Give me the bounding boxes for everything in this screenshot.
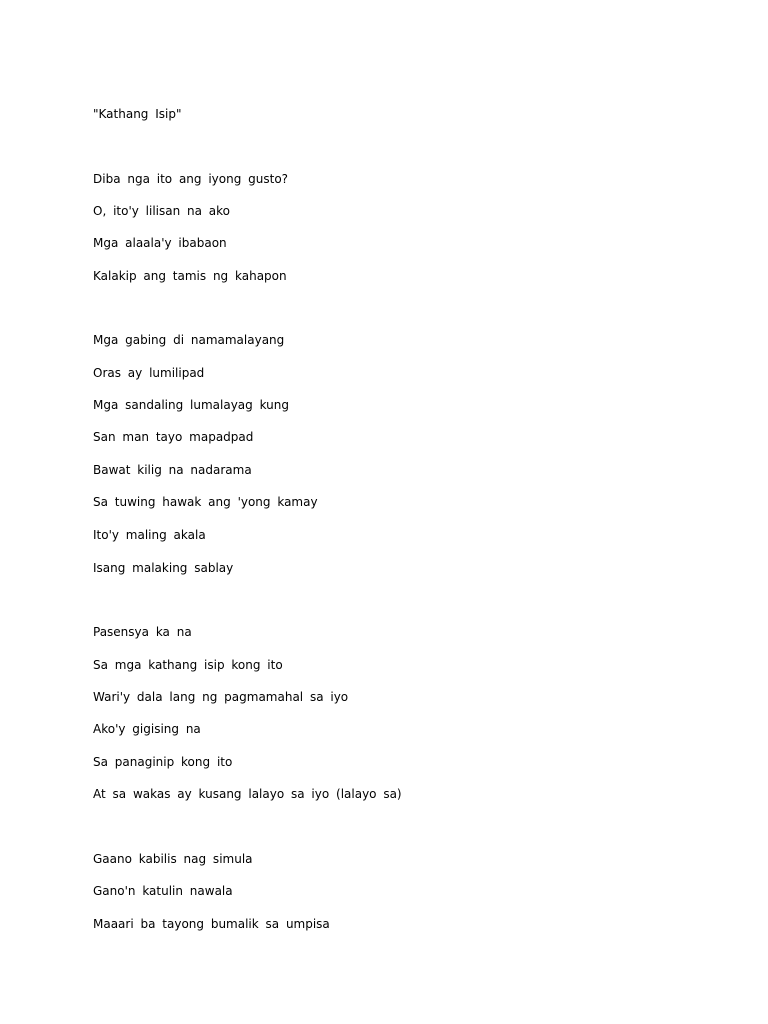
lyric-line: Kalakip ang tamis ng kahapon [93, 269, 287, 283]
song-title: "Kathang Isip" [93, 107, 182, 121]
lyric-line: Wari'y dala lang ng pagmamahal sa iyo [93, 690, 349, 704]
lyric-line: Isang malaking sablay [93, 561, 234, 575]
lyric-line: O, ito'y lilisan na ako [93, 204, 231, 218]
lyric-line: Sa mga kathang isip kong ito [93, 658, 283, 672]
lyric-line: Ako'y gigising na [93, 722, 201, 736]
lyric-line: Ito'y maling akala [93, 528, 206, 542]
lyric-line: Mga gabing di namamalayang [93, 333, 285, 347]
lyric-line: Mga sandaling lumalayag kung [93, 398, 289, 412]
lyric-line: Oras ay lumilipad [93, 366, 205, 380]
lyric-line: San man tayo mapadpad [93, 430, 254, 444]
lyric-line: Maaari ba tayong bumalik sa umpisa [93, 917, 330, 931]
lyric-line: Bawat kilig na nadarama [93, 463, 252, 477]
lyric-line: Gaano kabilis nag simula [93, 852, 253, 866]
lyric-line: Mga alaala'y ibabaon [93, 236, 227, 250]
lyric-line: Gano'n katulin nawala [93, 884, 233, 898]
lyric-line: Diba nga ito ang iyong gusto? [93, 172, 289, 186]
lyric-line: Sa tuwing hawak ang 'yong kamay [93, 495, 318, 509]
lyric-line: Pasensya ka na [93, 625, 192, 639]
lyric-line: At sa wakas ay kusang lalayo sa iyo (lalayo sa) [93, 787, 402, 801]
lyric-line: Sa panaginip kong ito [93, 755, 233, 769]
